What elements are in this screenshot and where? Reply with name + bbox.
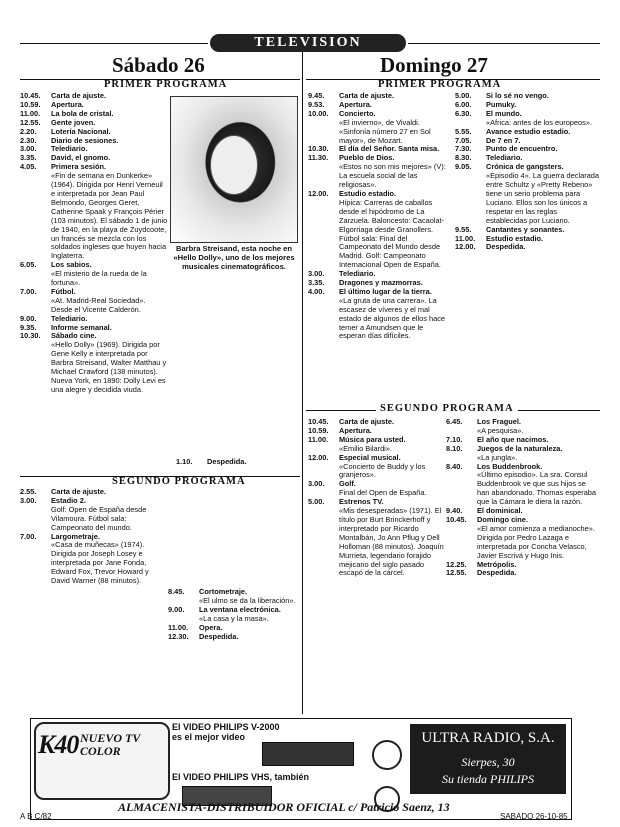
program-entry: 9.40. El dominical. — [446, 506, 523, 516]
program-entry: 12.55. Despedida. — [446, 568, 517, 578]
program-description: «Episodio 4». La guerra declarada entre Schultz y «Pretty Rebeno» tiene un serio problema para Luciano. Ellos son los únicos a respetar en las reglas establecidas por Luciano. — [486, 171, 599, 225]
portrait-face — [210, 135, 258, 195]
program-description: «Último episodio». La sra. Consul Buddenbrook ve que sus hijos se han abandonado. Thomas esperaba que la Cámara le diera la razón. — [477, 470, 597, 507]
nuevo-tv-label: NUEVO TV COLOR — [80, 731, 141, 758]
program-description: «A pesquisa». — [477, 425, 524, 435]
program-entry: 6.45. Los Fraguel. — [446, 418, 521, 426]
sunday-heading: Domingo 27 — [380, 53, 488, 77]
section-banner: TELEVISION — [210, 34, 406, 52]
sat-first-tail — [176, 458, 300, 467]
program-entry: 10.59. Apertura. — [20, 99, 84, 109]
saturday-heading: Sábado 26 — [112, 53, 205, 77]
program-entry: 3.35. David, el gnomo. — [20, 153, 111, 163]
store-street: Sierpes, 30 — [461, 755, 515, 769]
program-entry: 12.00. Despedida. — [455, 242, 526, 252]
sat-primer-label: PRIMER PROGRAMA — [104, 79, 228, 90]
program-entry: 12.00. Especial musical. — [308, 452, 401, 462]
program-entry: 9.45. Carta de ajuste. — [308, 92, 395, 100]
sun-first-list-right — [455, 92, 600, 400]
vcr-v2000-graphic — [262, 742, 354, 766]
program-entry: 9.55. Cantantes y sonantes. — [455, 224, 565, 234]
program-entry: 11.00. La bola de cristal. — [20, 108, 114, 118]
program-entry: 8.10. Juegos de la naturaleza. — [446, 443, 563, 453]
program-description: «La gruta de una carrera». La escasez de víveres y el mal estado de algunos de ellos hace temer a Amundsen que le esperan días difíciles. — [339, 295, 446, 341]
program-description: «Estos no son mis mejores» (V): La escuela social de las religiosas». — [339, 162, 446, 190]
program-entry: 8.30. Telediario. — [455, 153, 523, 163]
program-entry: 8.40. Los Buddenbrook. — [446, 461, 543, 471]
program-description: «Mis desesperadas» (1971). El título por Burt Brinckerhoff y interpretado por Ricardo Montalbán, Jo Ann Pflug y Dell Holloman (88 minutos). Joaquín Murrieta, legendario forajido mejicano del siglo pasado escapó de la cárcel. — [339, 506, 444, 578]
program-description: «At. Madrid-Real Sociedad». Desde el Vicente Calderón. — [51, 295, 146, 314]
program-description: Golf: Open de España desde Vilamoura. Fútbol sala: Campeonato del mundo. — [51, 504, 147, 532]
program-description: «Concierto de Buddy y los granjeros». — [339, 461, 426, 480]
program-entry: 5.00. Si lo sé no vengo. — [455, 92, 549, 100]
store-tagline: Su tienda PHILIPS — [442, 772, 534, 786]
program-entry: 3.00. Telediario. — [20, 144, 88, 154]
program-description: «Africa: antes de los europeos». — [486, 117, 592, 127]
program-description: «Hello Dolly» (1969). Dirigida por Gene Kelly e interpretada por Barbra Streisand, Walter Matthau y Michael Crawford (138 minutos). Nueva York, en 1890: Dolly Levi es una alegre y decidida viuda. — [51, 340, 167, 394]
banner-rule-left — [20, 43, 208, 44]
program-description: «Emilio Bilardi». — [339, 443, 392, 453]
program-entry: 7.05. De 7 en 7. — [455, 135, 521, 145]
program-description: «El invierno», de Vivaldi. «Sinfonía número 27 en Sol mayor», de Mozart. — [339, 117, 431, 145]
program-entry: 10.00. Concierto. — [308, 108, 376, 118]
issue-date: SABADO 26-10-85 — [500, 812, 568, 821]
banner-rule-right — [408, 43, 600, 44]
program-entry: 8.45. Cortometraje. — [168, 587, 248, 596]
program-description: «Fin de semana en Dunkerke» (1964). Dirigida por Henri Verneuil e interpretada por Jean Paul Belmondo, Georges Geret, Catherine Spaak y François Périer (103 minutos). El sábado 1 de junio de 1940, en la playa de Zuydcoote, un francés se mezcla con los soldados ingleses que huyen hacia Inglaterra. — [51, 171, 168, 261]
program-entry: 1.10. Despedida. — [176, 457, 247, 466]
program-entry: 11.00. Opera. — [168, 622, 223, 632]
program-entry: 4.05. Primera sesión. — [20, 162, 107, 172]
program-entry: 3.00. Telediario. — [308, 269, 376, 279]
sun-second-list-right — [446, 418, 600, 710]
program-entry: 11.00. Estudio estadio. — [455, 233, 544, 243]
program-entry: 3.00. Estadio 2. — [20, 495, 86, 505]
program-entry: 12.55. Gente joven. — [20, 117, 96, 127]
sat-second-list-right — [168, 588, 300, 641]
program-entry: 12.25. Metrópolis. — [446, 559, 517, 569]
k40-logo: K40 — [38, 730, 79, 759]
program-entry: 6.30. El mundo. — [455, 108, 522, 118]
store-name: ULTRA RADIO, S.A. — [421, 730, 555, 746]
program-description: «El amor comienza a medianoche». Dirigida por Pedro Lazaga e interpretada por Concha Velasco, Javier Escrivá y Hugo Inis. — [477, 523, 595, 560]
program-entry: 12.00. Estudio estadio. — [308, 188, 397, 198]
sun-first-list-left — [308, 92, 448, 400]
photo-caption: Barbra Streisand, esta noche en «Hello Dolly», uno de los mejores musicales cinematográficos. — [173, 244, 295, 271]
program-entry: 3.35. Dragones y mazmorras. — [308, 278, 423, 288]
program-entry: 9.05. Crónica de gangsters. — [455, 162, 564, 172]
program-entry: 9.35. Informe semanal. — [20, 322, 112, 332]
program-entry: 12.30. Despedida. — [168, 631, 239, 641]
program-entry: 10.30. El día del Señor. Santa misa. — [308, 144, 440, 154]
program-entry: 10.45. Domingo cine. — [446, 514, 528, 524]
sat-first-list — [20, 92, 168, 469]
program-entry: 5.55. Avance estudio estadio. — [455, 126, 571, 136]
program-entry: 7.00. Largometraje. — [20, 531, 100, 541]
program-entry: 5.00. Estrenos TV. — [308, 497, 384, 507]
v2000-text: El VIDEO PHILIPS V-2000 es el mejor video — [172, 722, 280, 742]
distributor-line: ALMACENISTA-DISTRIBUIDOR OFICIAL c/ Patricio Saenz, 13 — [118, 800, 450, 814]
program-entry: 9.53. Apertura. — [308, 99, 372, 109]
program-entry: 6.05. Los sabios. — [20, 260, 92, 270]
program-description: «Casa de muñecas» (1974). Dirigida por Joseph Losey e interpretada por Jane Fonda, Edward Fox, Trevor Howard y David Warner (88 minutos). — [51, 540, 149, 586]
philips-shield-icon — [372, 740, 402, 770]
program-description: Hípica: Carreras de caballos desde el hipódromo de La Zarzuela. Baloncesto: Cacaolat-Elgorriaga desde Granollers. Fútbol sala: Final del Campeonato del Mundo desde Madrid. Golf: Campeonato Internacional Open de España. — [339, 197, 445, 270]
program-description: «El ulmo se da la liberación». — [199, 595, 296, 605]
day-divider — [302, 52, 303, 714]
program-description: «El misterio de la rueda de la fortuna». — [51, 269, 147, 288]
vhs-text: El VIDEO PHILIPS VHS, también — [172, 772, 310, 782]
program-entry: 4.00. El último lugar de la tierra. — [308, 286, 432, 296]
sat-segundo-label: SEGUNDO PROGRAMA — [112, 476, 246, 487]
sun-segundo-label: SEGUNDO PROGRAMA — [376, 403, 518, 414]
program-entry: 2.55. Carta de ajuste. — [20, 488, 107, 496]
program-description: «La jungla». — [477, 452, 518, 462]
program-entry: 11.00. Música para usted. — [308, 434, 406, 444]
program-entry: 3.00. Golf. — [308, 479, 356, 489]
program-entry: 10.45. Carta de ajuste. — [20, 92, 107, 100]
program-entry: 7.10. El año que nacimos. — [446, 434, 549, 444]
program-entry: 9.00. La ventana electrónica. — [168, 604, 281, 614]
program-entry: 9.00. Telediario. — [20, 313, 88, 323]
program-entry: 10.45. Carta de ajuste. — [308, 418, 395, 426]
program-description: Final del Open de España. — [339, 488, 427, 498]
program-entry: 2.20. Lotería Nacional. — [20, 126, 111, 136]
sun-primer-label: PRIMER PROGRAMA — [378, 79, 502, 90]
program-description: «La casa y la masa». — [199, 613, 269, 623]
ultra-radio-box — [410, 724, 566, 794]
sat-second-list-left — [20, 488, 168, 710]
program-entry: 7.00. Fútbol. — [20, 286, 76, 296]
sun-second-list-left — [308, 418, 444, 710]
program-entry: 10.30. Sábado cine. — [20, 331, 97, 341]
program-entry: 11.30. Pueblo de Dios. — [308, 153, 395, 163]
program-entry: 10.59. Apertura. — [308, 425, 372, 435]
program-entry: 7.30. Punto de encuentro. — [455, 144, 558, 154]
program-entry: 2.30. Diario de sesiones. — [20, 135, 119, 145]
program-entry: 6.00. Pumuky. — [455, 99, 517, 109]
page-number: A B C/82 — [20, 812, 52, 821]
